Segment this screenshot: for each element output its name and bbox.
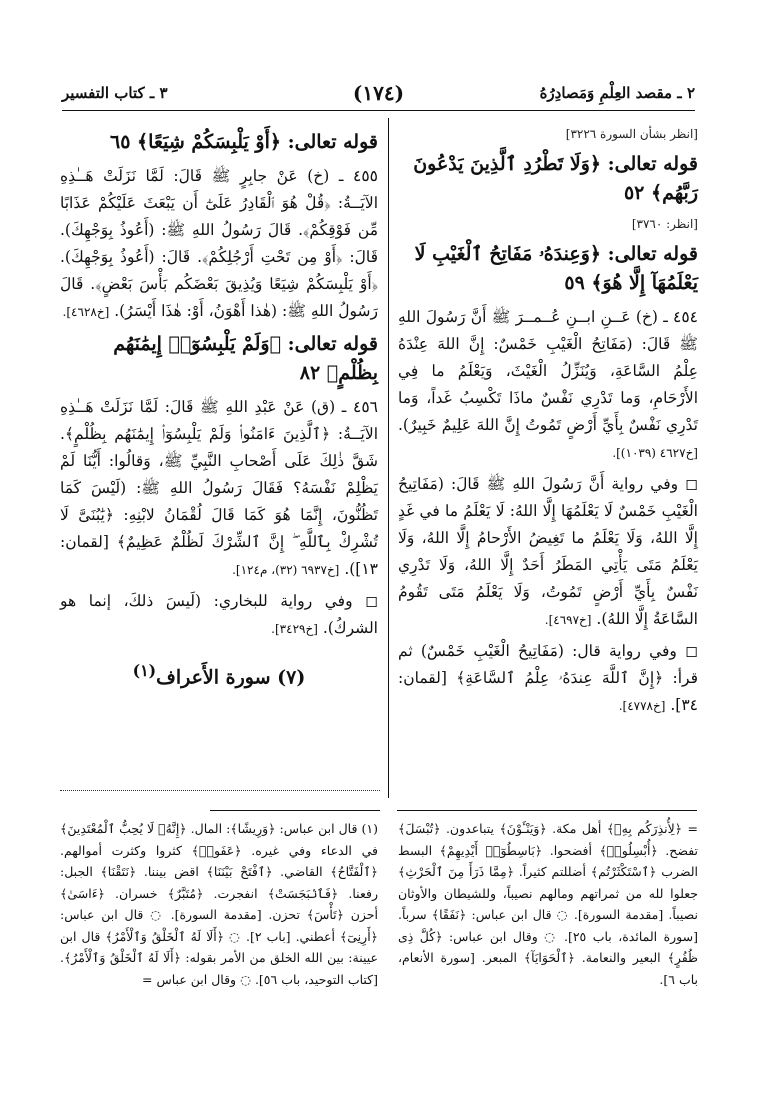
dotted-separator xyxy=(60,790,380,791)
running-head-left: ٣ ـ كتاب التفسير xyxy=(62,84,168,102)
surah-name: (٧) سورة الأَعراف xyxy=(156,666,306,689)
hadith-paragraph xyxy=(398,304,698,467)
verse-heading: قوله تعالى: ﴿أَوْ يَلْبِسَكُمْ شِيَعًا﴾ ٦٥ xyxy=(110,131,378,153)
hadith-text: ٤٥٦ ـ (ق) عَنْ عَبْدِ اللهِ ﷺ قَالَ: لَمَّا نَزَلَتْ هَــٰذِهِ الآيَــةُ: ﴿ٱلَّذِينَ ءَامَنُوا۟ وَلَمْ يَلْبِسُوٓا۟ إِيمَٰنَهُم بِظُلْمٍ﴾. شَقَّ ذٰلِكَ عَلَى أَصْحابِ النَّبِيِّ ﷺ، وَقالُوا: أَيُّنَا لَمْ يَظْلِمْ نَفْسَهُ؟ فَقَالَ رَسُولُ اللهِ ﷺ: (لَيْسَ كَمَا تَظُنُّونَ، إِنَّمَا هُوَ كَمَا قَالَ لُقْمَانُ لابْنِهِ: ﴿يَٰبُنَىَّ لَا تُشْرِكْ بِٱللَّهِ ۖ إِنَّ ٱلشِّرْكَ لَظُلْمٌ عَظِيمٌ﴾ [لقمان: ١٣]). xyxy=(60,398,378,578)
hadith-text: ◻ وفي رواية قال: (مَفَاتِيحُ الْغَيْبِ خَمْسٌ) ثم قرأ: ﴿إِنَّ ٱللَّهَ عِندَهُۥ عِلْمُ ٱلسَّاعَةِ﴾ [لقمان: ٣٤]. xyxy=(398,642,698,714)
footnote-rule xyxy=(397,810,697,811)
footnote-marker: (١) xyxy=(132,661,157,680)
verse-heading: قوله تعالى: ﴿وَلَا تَطْرُدِ ٱلَّذِينَ يَدْعُونَ رَبَّهُم﴾ ٥٢ xyxy=(413,153,698,204)
hadith-text: ◻ وفي رواية للبخاري: (لَيسَ ذلكَ، إنما هو الشركُ). xyxy=(60,592,378,637)
hadith-text: ◻ وفي رواية أَنَّ رَسُولَ اللهِ ﷺ قَالَ: (مَفَاتِيحُ الْغَيْبِ خَمْسٌ لَا يَعْلَمُهَا إِلَّا اللهُ: لَا يَعْلَمُ ما في غَدٍ إِلَّا اللهُ، وَلَا يَعْلَمُ ما تَغِيضُ الأَرْحامُ إِلَّا اللهُ، وَلَا يَعْلَمُ مَتَى يَأْتِي المَطَرُ أَحَدٌ إِلَّا اللهُ، وَلَا تَدْرِي نَفْسٌ بِأَيِّ أَرْضٍ تَمُوتُ، وَلَا يَعْلَمُ مَتَى تَقُومُ السَّاعَةُ إِلَّا اللهُ). xyxy=(398,475,698,628)
page-number: (١٧٤) xyxy=(352,81,405,105)
verse-heading: قوله تعالى: ﴿وَعِندَهُۥ مَفَاتِحُ ٱلْغَيْبِ لَا يَعْلَمُهَآ إِلَّا هُوَ﴾ ٥٩ xyxy=(414,243,698,294)
header-rule xyxy=(62,110,695,111)
hadith-paragraph xyxy=(398,638,698,720)
right-column xyxy=(398,124,698,724)
footnote-rule xyxy=(210,810,380,811)
left-column xyxy=(60,124,378,691)
footnote-text: = ﴿لِأُنذِرَكُم بِهِۦ﴾ أهل مكة. ﴿وَيَنْـَٔوْنَ﴾ يتباعدون. ﴿تُبْسَلَ﴾ تفضح. ﴿أُبْسِلُوا۟﴾ أفضحوا. ﴿بَاسِطُوٓا۟ أَيْدِيهِمْ﴾ البسط الضرب ﴿ٱسْتَكْثَرْتُم﴾ أضللتم كثيراً. ﴿مِمَّا ذَرَأَ مِنَ ٱلْحَرْثِ﴾ جعلوا لله من ثمراتهم ومالهم نصيباً، وللشيطان والأوثان نصيباً. [مقدمة السورة]. ◌ قال ابن عباس: ﴿نَفَقًا﴾ سرباً. [سورة المائدة، باب ٢٥]. ◌ وقال ابن عباس: ﴿كُلَّ ذِى ظُفُرٍ﴾ البعير والنعامة. ﴿ٱلْحَوَايَآ﴾ المبعر. [سورة الأنعام، باب ٦]. xyxy=(398,821,698,987)
verse-heading: قوله تعالى: ﴿وَلَمْ يَلْبِسُوٓا۟ إِيمَٰنَهُم بِظُلْمٍ﴾ ٨٢ xyxy=(113,333,378,384)
hadith-paragraph xyxy=(398,471,698,634)
hadith-text: ٤٥٤ ـ (خ) عَــنِ ابــنِ عُــمــرَ ﷺ أَنَّ رَسُولَ اللهِ ﷺ قَالَ: (مَفَاتِحُ الْغَيْبِ خَمْسٌ: إِنَّ اللهَ عِنْدَهُ عِلْمُ السَّاعَةِ، وَيُنَزِّلُ الْغَيْثَ، وَيَعْلَمُ ما فِي الأَرْحَامِ، وَما تَدْرِي نَفْسٌ ماذَا تَكْسِبُ غَداً، وَما تَدْرِي نَفْسٌ بِأَيِّ أَرْضٍ تَمُوتُ إِنَّ اللهَ عَلِيمٌ خَبِيرٌ). xyxy=(398,308,698,434)
hadith-reference: [خ٣٤٢٩]. xyxy=(271,622,318,636)
column-divider xyxy=(388,118,389,798)
hadith-reference: [خ٤٧٧٨]. xyxy=(618,699,666,713)
footnote-text: (١) قال ابن عباس: ﴿وَرِيشًا﴾: المال. ﴿إِنَّهُۥ لَا يُحِبُّ ٱلْمُعْتَدِينَ﴾ في الدعاء وفي غيره. ﴿عَفَوا۟﴾ كثروا وكثرت أموالهم. ﴿ٱلْفَتَّاحُ﴾ القاضي. ﴿ٱفْتَحْ بَيْنَنَا﴾ اقض بيننا. ﴿نَتَقْنَا﴾ الجبل: رفعنا. ﴿فَٱنۢبَجَسَتْ﴾ انفجرت. ﴿مُتَبَّرٌ﴾ خسران. ﴿ءَاسَىٰ﴾ أحزن ﴿تَأْسَ﴾ تحزن. [مقدمة السورة]. ◌ قال ابن عباس: ﴿أَرِنِىٓ﴾ أعطني. [باب ٢]. ◌ ﴿أَلَا لَهُ ٱلْخَلْقُ وَٱلْأَمْرُ﴾ قال ابن عيينة: بين الله الخلق من الأمر بقوله: ﴿أَلَا لَهُ ٱلْخَلْقُ وَٱلْأَمْرُ﴾. [كتاب التوحيد، باب ٥٦]. ◌ وقال ابن عباس = xyxy=(60,821,378,987)
cross-reference-note: [انظر بشأن السورة ٣٢٢٦] xyxy=(565,127,698,141)
hadith-text: ٤٥٥ ـ (خ) عَنْ جابِرٍ ﷺ قَالَ: لَمَّا نَزَلَتْ هَــٰذِهِ الآيَــةُ: ﴿قُلْ هُوَ ٱلْقَادِرُ عَلَىٰٓ أَن يَبْعَثَ عَلَيْكُمْ عَذَابًا مِّن فَوْقِكُمْ﴾. قَالَ رَسُولُ اللهِ ﷺ: (أَعُوذُ بِوَجْهِكَ). قَالَ: ﴿أَوْ مِن تَحْتِ أَرْجُلِكُمْ﴾. قَالَ: (أَعُوذُ بِوَجْهِكَ). ﴿أَوْ يَلْبِسَكُمْ شِيَعًا وَيُذِيقَ بَعْضَكُم بَأْسَ بَعْضٍ﴾. قَالَ رَسُولُ اللهِ ﷺ: (هٰذا أَهْوَنُ، أَوْ: هٰذَا أَيْسَرُ). xyxy=(60,167,378,320)
hadith-reference: [خ٤٦٩٧]. xyxy=(544,613,592,627)
cross-reference-note: [انظر: ٣٧٦٠] xyxy=(631,217,698,231)
footnotes-right xyxy=(398,818,698,990)
hadith-reference: [خ٤٦٢٧ (١٠٣٩)]. xyxy=(612,446,698,460)
surah-title xyxy=(60,657,378,691)
hadith-reference: [خ٤٦٢٨]. xyxy=(62,305,110,319)
hadith-paragraph xyxy=(60,394,378,584)
footnotes-left xyxy=(60,818,378,990)
running-head-right: ٢ ـ مقصد العِلْمِ وَمَصادِرُهُ xyxy=(539,84,695,102)
hadith-paragraph xyxy=(60,588,378,643)
hadith-reference: [خ٦٩٣٧ (٣٢)، م١٢٤]. xyxy=(232,563,340,577)
hadith-paragraph xyxy=(60,163,378,326)
page-header xyxy=(62,81,695,112)
